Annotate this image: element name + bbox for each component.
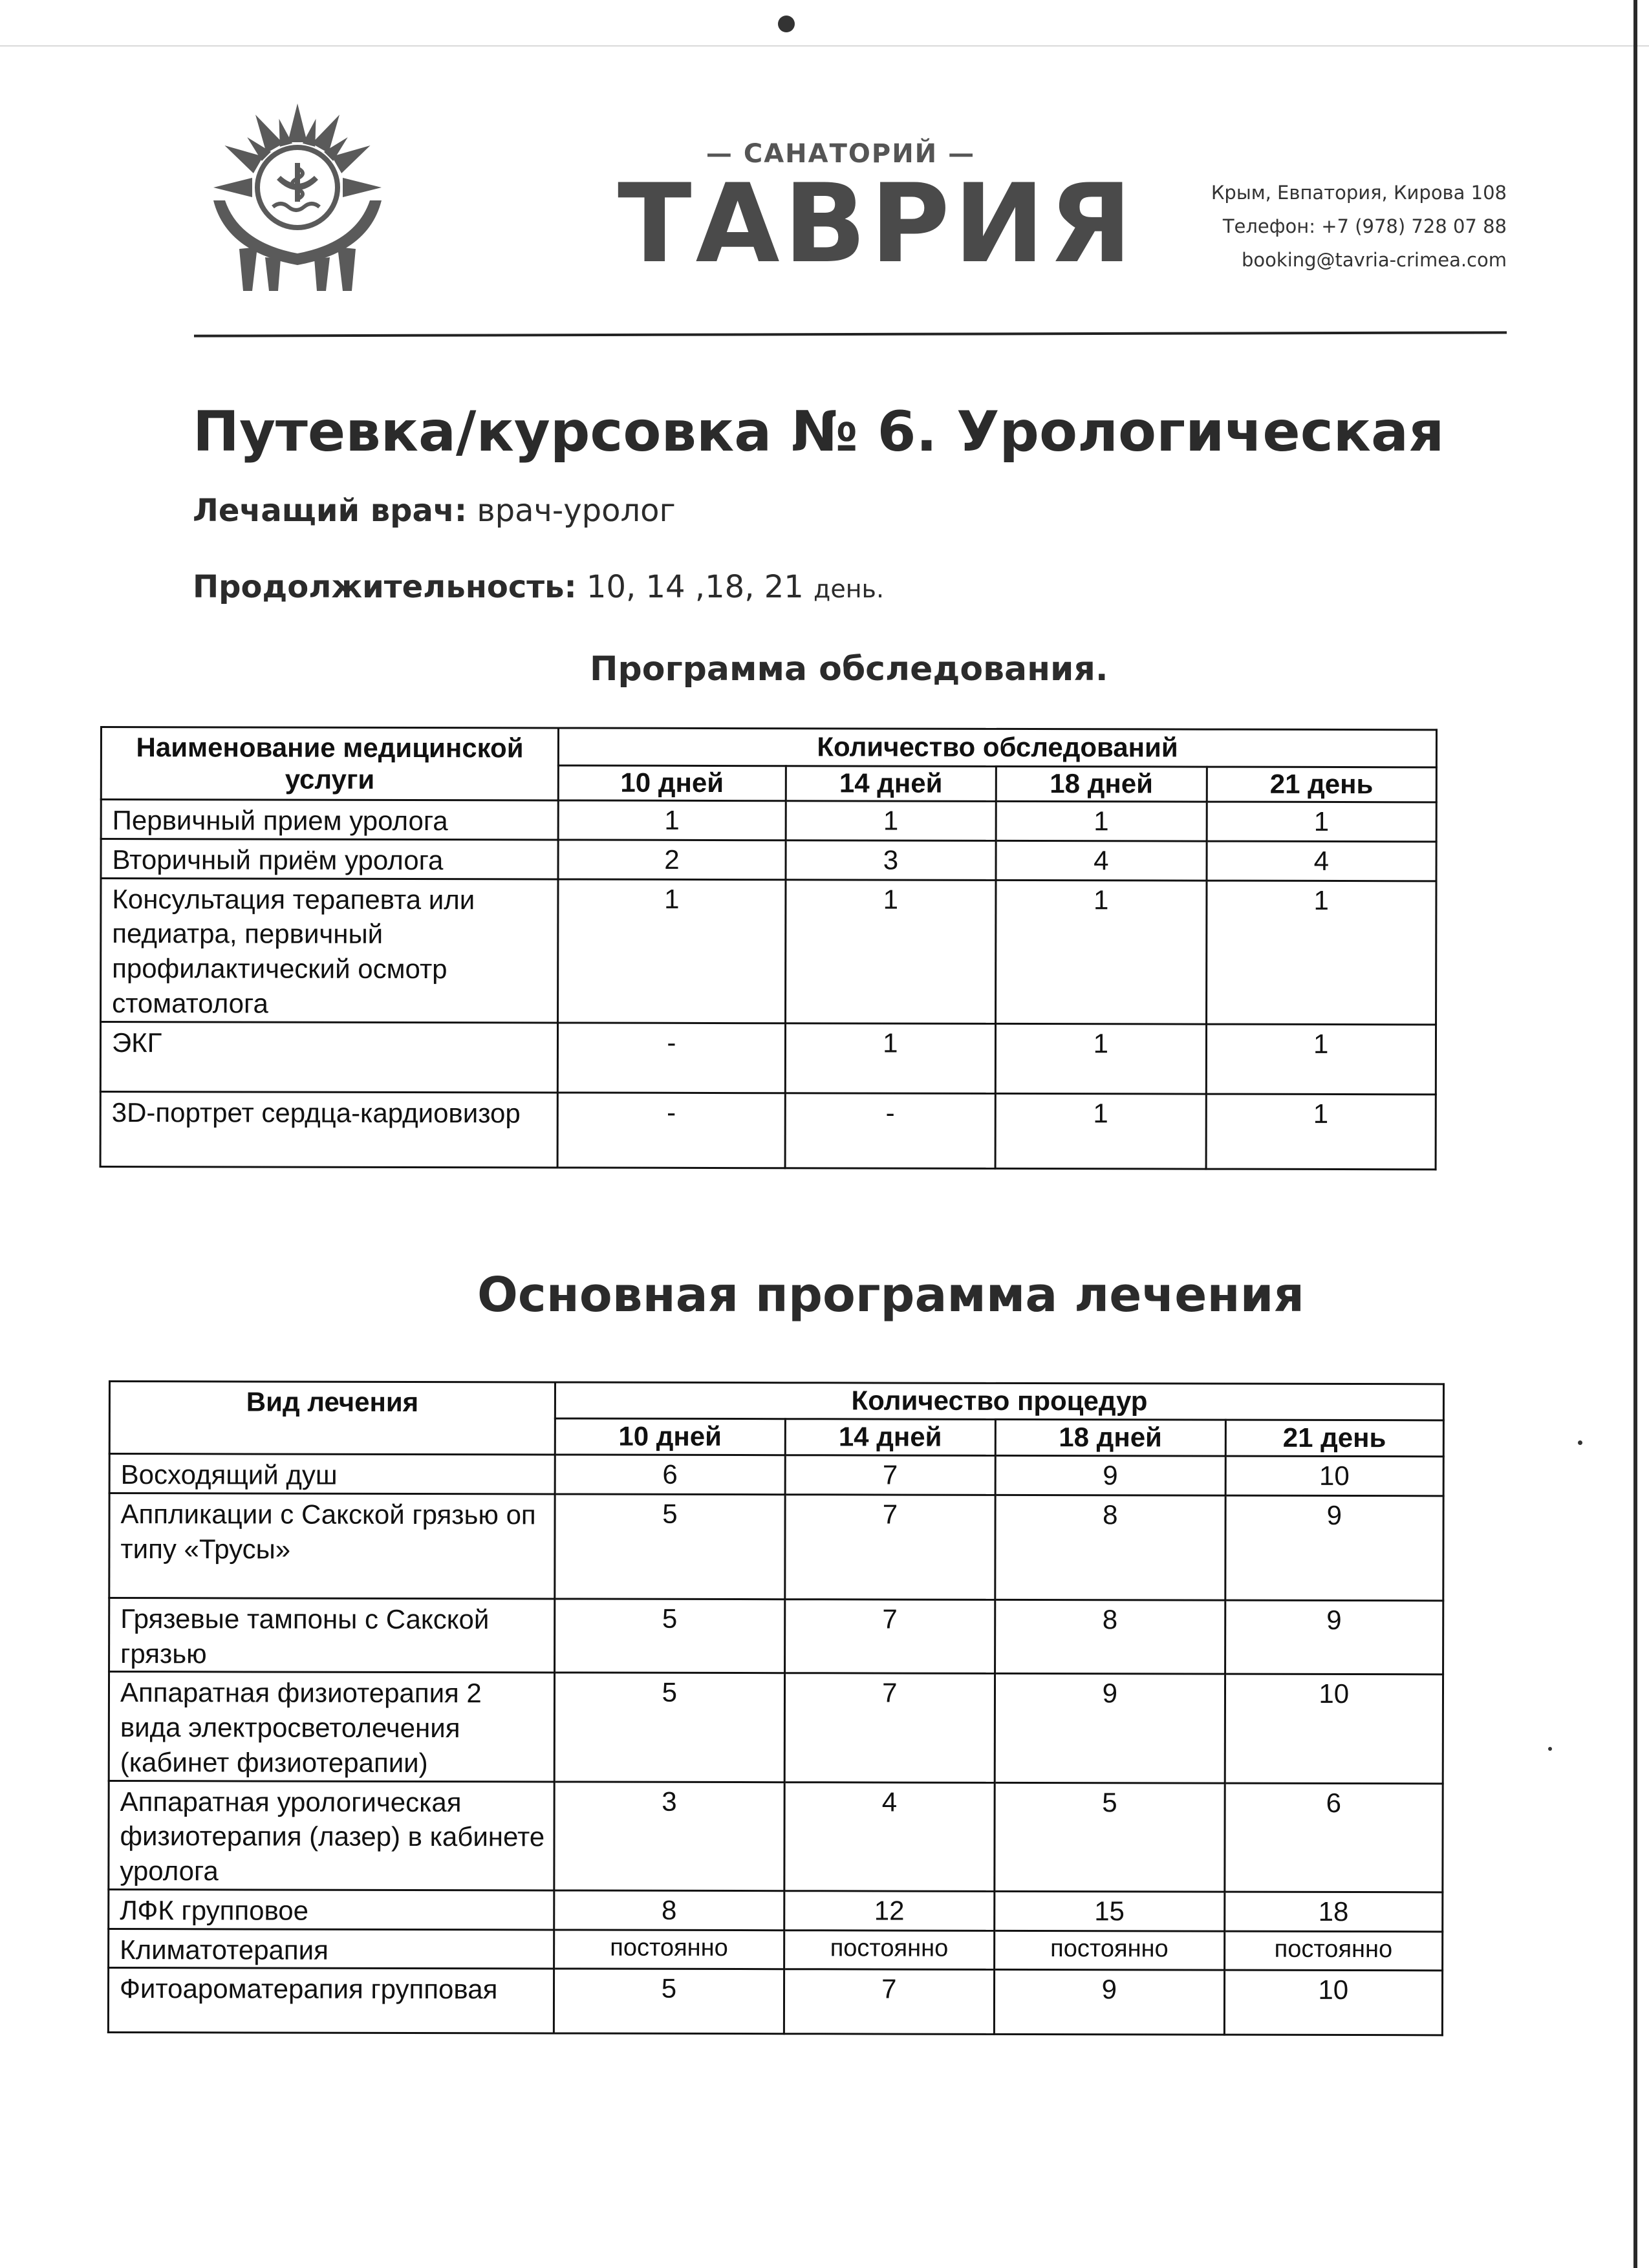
col-header-period: 18 дней bbox=[996, 766, 1207, 802]
value-cell: 1 bbox=[785, 1023, 996, 1093]
value-cell: 3 bbox=[554, 1781, 784, 1890]
treatment-table bbox=[107, 1380, 1445, 2037]
value-cell: 7 bbox=[784, 1969, 995, 2035]
value-cell: 8 bbox=[554, 1890, 784, 1930]
value-cell: 8 bbox=[995, 1495, 1225, 1600]
value-cell: 4 bbox=[784, 1782, 995, 1891]
address: Крым, Евпатория, Кирова 108 bbox=[1211, 182, 1507, 204]
exam-table bbox=[100, 726, 1438, 1170]
value-cell: 18 bbox=[1224, 1892, 1443, 1931]
value-cell: 1 bbox=[995, 1023, 1206, 1094]
brand-subtitle: — САНАТОРИЙ — bbox=[706, 139, 976, 169]
value-cell: 6 bbox=[1224, 1783, 1443, 1892]
value-cell: 5 bbox=[554, 1969, 784, 2034]
value-cell: 7 bbox=[784, 1599, 995, 1673]
scan-speck bbox=[778, 16, 795, 32]
scan-speck bbox=[1548, 1747, 1552, 1751]
row-name-cell: Грязевые тампоны с Сакской грязью bbox=[109, 1598, 555, 1673]
value-cell: 5 bbox=[555, 1599, 785, 1673]
value-cell: 1 bbox=[996, 880, 1207, 1024]
value-cell: постоянно bbox=[995, 1931, 1225, 1970]
table-row bbox=[109, 1598, 1443, 1674]
table-row bbox=[100, 1022, 1436, 1094]
value-cell: 9 bbox=[1225, 1495, 1443, 1601]
col-header-period: 21 день bbox=[1225, 1420, 1444, 1457]
email: booking@tavria-crimea.com bbox=[1242, 249, 1507, 271]
value-cell: 1 bbox=[996, 801, 1207, 840]
phone: Телефон: +7 (978) 728 07 88 bbox=[1222, 215, 1507, 237]
doctor-line bbox=[193, 493, 676, 529]
value-cell: 9 bbox=[994, 1970, 1224, 2035]
value-cell: 1 bbox=[1206, 1094, 1436, 1170]
col-header-period: 14 дней bbox=[786, 766, 997, 802]
brand-name: ТАВРИЯ bbox=[618, 160, 1136, 287]
doctor-value: врач-уролог bbox=[477, 493, 676, 529]
table-row bbox=[109, 1493, 1443, 1600]
value-cell: 1 bbox=[558, 879, 786, 1023]
treatment-section-title: Основная программа лечения bbox=[477, 1267, 1304, 1323]
value-cell: 1 bbox=[1206, 881, 1436, 1025]
table-row bbox=[101, 839, 1436, 881]
col-header-service-name: Наименование медицинской услуги bbox=[101, 727, 558, 800]
value-cell: 1 bbox=[558, 800, 786, 840]
value-cell: 3 bbox=[786, 840, 997, 879]
sun-hands-medical-emblem-icon bbox=[200, 103, 394, 291]
duration-value: 10, 14 ,18, 21 bbox=[586, 569, 804, 605]
value-cell: постоянно bbox=[1224, 1931, 1443, 1971]
row-name-cell: Аппаратная урологическая физиотерапия (лазер) в кабинете уролога bbox=[109, 1781, 555, 1890]
value-cell: 2 bbox=[558, 840, 786, 879]
col-header-period: 10 дней bbox=[555, 1418, 785, 1455]
value-cell: 1 bbox=[785, 879, 996, 1023]
value-cell: 7 bbox=[785, 1455, 996, 1495]
col-header-period: 10 дней bbox=[559, 765, 786, 801]
table-row bbox=[109, 1672, 1443, 1784]
value-cell: постоянно bbox=[554, 1929, 784, 1969]
contact-block bbox=[1099, 176, 1507, 277]
col-header-period: 18 дней bbox=[995, 1419, 1225, 1456]
value-cell: 15 bbox=[995, 1891, 1225, 1931]
page-title: Путевка/курсовка № 6. Урологическая bbox=[193, 400, 1445, 464]
row-name-cell: Восходящий душ bbox=[109, 1454, 555, 1494]
col-header-period: 14 дней bbox=[785, 1419, 996, 1456]
value-cell: - bbox=[558, 1022, 786, 1093]
scan-top-edge bbox=[0, 45, 1649, 47]
value-cell: 5 bbox=[555, 1494, 785, 1599]
col-header-treatment-type: Вид лечения bbox=[109, 1382, 555, 1455]
col-header-period: 21 день bbox=[1207, 767, 1437, 802]
value-cell: 1 bbox=[995, 1093, 1206, 1169]
value-cell: 7 bbox=[784, 1494, 995, 1599]
table-row bbox=[108, 1968, 1442, 2035]
table-row bbox=[109, 1781, 1443, 1892]
value-cell: 9 bbox=[1225, 1600, 1443, 1674]
value-cell: 5 bbox=[995, 1782, 1225, 1892]
row-name-cell: ЭКГ bbox=[100, 1022, 557, 1092]
table-row bbox=[109, 1929, 1443, 1971]
duration-label: Продолжительность: bbox=[193, 569, 577, 605]
value-cell: 1 bbox=[1207, 802, 1437, 841]
header-divider bbox=[194, 331, 1507, 337]
doctor-label: Лечащий врач: bbox=[193, 493, 468, 529]
value-cell: постоянно bbox=[784, 1930, 995, 1969]
value-cell: - bbox=[785, 1093, 996, 1168]
row-name-cell: Климатотерапия bbox=[109, 1929, 554, 1969]
row-name-cell: Консультация терапевта или педиатра, первичный профилактический осмотр стоматолога bbox=[101, 878, 559, 1022]
col-header-exam-count: Количество обследований bbox=[559, 728, 1437, 767]
value-cell: 6 bbox=[555, 1455, 785, 1494]
col-header-procedure-count: Количество процедур bbox=[555, 1382, 1444, 1420]
value-cell: 12 bbox=[784, 1890, 995, 1930]
value-cell: 10 bbox=[1225, 1456, 1444, 1495]
row-name-cell: ЛФК групповое bbox=[109, 1889, 554, 1929]
row-name-cell: Фитоароматерапия групповая bbox=[108, 1968, 554, 2033]
value-cell: 5 bbox=[554, 1673, 784, 1782]
value-cell: 7 bbox=[784, 1673, 995, 1782]
value-cell: - bbox=[557, 1092, 785, 1168]
table-row bbox=[109, 1889, 1443, 1931]
table-row bbox=[109, 1454, 1443, 1496]
value-cell: 8 bbox=[995, 1599, 1225, 1674]
value-cell: 10 bbox=[1224, 1970, 1443, 2035]
value-cell: 9 bbox=[995, 1674, 1225, 1783]
row-name-cell: Аппликации с Сакской грязью оп типу «Трусы» bbox=[109, 1493, 555, 1598]
duration-line bbox=[193, 569, 884, 605]
row-name-cell: 3D-портрет сердца-кардиовизор bbox=[100, 1091, 557, 1167]
duration-unit: день. bbox=[814, 575, 885, 603]
scan-speck bbox=[1578, 1440, 1582, 1445]
value-cell: 9 bbox=[995, 1455, 1225, 1495]
scan-right-edge bbox=[1633, 0, 1637, 2268]
value-cell: 1 bbox=[1206, 1024, 1436, 1095]
row-name-cell: Аппаратная физиотерапия 2 вида электросветолечения (кабинет физиотерапии) bbox=[109, 1672, 555, 1782]
row-name-cell: Вторичный приём уролога bbox=[101, 839, 558, 879]
table-row bbox=[101, 800, 1436, 842]
value-cell: 1 bbox=[786, 801, 997, 840]
row-name-cell: Первичный прием уролога bbox=[101, 800, 558, 840]
exam-section-title: Программа обследования. bbox=[590, 650, 1108, 689]
value-cell: 10 bbox=[1225, 1674, 1443, 1783]
table-row bbox=[101, 878, 1436, 1024]
value-cell: 4 bbox=[996, 840, 1207, 880]
value-cell: 4 bbox=[1207, 841, 1437, 881]
table-row bbox=[100, 1091, 1436, 1169]
